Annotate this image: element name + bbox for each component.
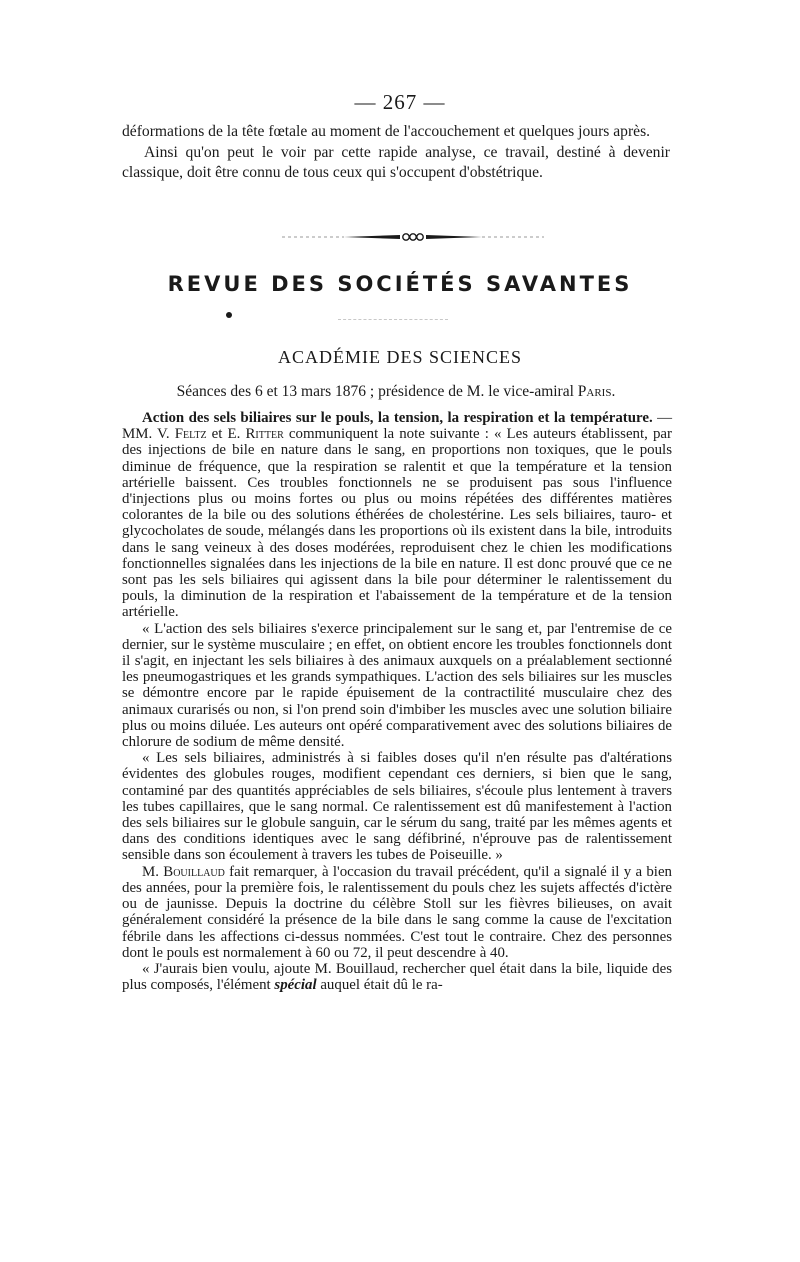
intro-paragraph: Ainsi qu'on peut le voir par cette rapide analyse, ce travail, destiné à devenir classique, doit être connu de tous ceux qui s'occupent d'obstétrique. xyxy=(122,143,670,181)
article-paragraph: Action des sels biliaires sur le pouls, la tension, la respiration et la température. — MM. V. Feltz et E. Ritter communiquent la note suivante : « Les auteurs établissent, par des injections de bile en nature dans le sang, en proportions non toxiques, que le pouls diminue de fréquence, que la respiration se ralentit et que la température et la tension artérielle baissent. Ces troubles fonctionnels ne se produisent pas sous l'influence d'injections plus ou moins fortes ou plus ou moins répétées des différentes matières colorantes de la bile ou des solutions éthérées de cholestérine. Les sels biliaires, tauro- et glycocholates de soude, mélangés dans les proportions où ils existent dans la bile, introduits dans le sang veineux à des doses modérées, reproduisent chez le chien les modifications fonctionnelles signalées dans les injections de la bile en nature. Il est donc prouvé que ce ne sont pas les sels biliaires qui agissent dans la bile pour déterminer le ralentissement du pouls, la diminution de la respiration et l'abaissement de la température et de la tension artérielle. xyxy=(122,410,673,621)
page-number: — 267 — xyxy=(354,90,446,114)
intro-text xyxy=(122,122,670,184)
author-name: Feltz xyxy=(174,426,207,443)
article-paragraph: « L'action des sels biliaires s'exerce principalement sur le sang et, par l'entremise de ce dernier, sur le système musculaire ; en effet, on obtient encore les troubles fonctionnels dont il s'agit, en injectant les sels biliaires à des animaux auxquels on a préalablement sectionné les pneumogastriques et les grands sympathiques. L'action des sels biliaires sur les muscles se démontre encore par le rapide épuisement de la contractilité musculaire chez des animaux curarisés ou non, si l'on prend soin d'imbiber les muscles avec une solution biliaire plus ou moins diluée. Les auteurs ont opéré comparativement avec des solutions biliaires de chlorure de sodium de même densité. xyxy=(122,620,672,751)
president-name: Paris. xyxy=(577,383,616,400)
intro-paragraph: déformations de la tête fœtale au moment de l'accouchement et quelques jours après. xyxy=(122,123,651,140)
bullet-mark xyxy=(226,312,232,318)
academy-heading: ACADÉMIE DES SCIENCES xyxy=(277,347,522,367)
ornamental-divider xyxy=(282,231,544,243)
article-paragraph: « J'aurais bien voulu, ajoute M. Bouillaud, rechercher quel était dans la bile, liquide des plus composés, l'élément spécial auquel était dû le ra- xyxy=(122,960,672,994)
article-paragraph: « Les sels biliaires, administrés à si faibles doses qu'il n'en résulte pas d'altérations évidentes des globules rouges, modifient cependant ces derniers, si bien que le sang, contaminé par des quantités appréciables de sels biliaires, s'écoule plus lentement à travers les tubes capillaires, que le sang normal. Ce ralentissement est dû manifestement à l'action des sels biliaires sur le globule sanguin, car le sérum du sang, traité par les mêmes agents et dans des conditions identiques avec le sang défibriné, n'éprouve pas de ralentissement sensible dans son écoulement à travers les tubes de Poiseuille. » xyxy=(122,750,672,864)
author-name: Bouillaud xyxy=(163,863,225,880)
article-paragraph: M. Bouillaud fait remarquer, à l'occasion du travail précédent, qu'il a signalé il y a bien des années, pour la première fois, le ralentissement du pouls chez les sujets affectés d'ictère ou de jaunisse. Depuis la doctrine du célèbre Stoll sur les fièvres bilieuses, on avait généralement considéré la présence de la bile dans le sang comme la cause de l'excitation fébrile dans les affections ci-dessus nommées. C'est tout le contraire. Chez des personnes dont le pouls est normalement à 60 ou 72, il peut descendre à 40. xyxy=(122,863,673,961)
sessions-text: Séances des 6 et 13 mars 1876 ; présidence de M. le vice-amiral xyxy=(176,383,574,400)
emphasis: spécial xyxy=(274,977,317,994)
article-body xyxy=(122,410,672,993)
article-title: Action des sels biliaires sur le pouls, la tension, la respiration et la température. xyxy=(142,410,653,426)
faint-rule xyxy=(338,319,448,320)
section-title: REVUE DES SOCIÉTÉS SAVANTES xyxy=(167,272,633,296)
sessions-line xyxy=(122,383,670,401)
author-name: Ritter xyxy=(245,426,284,443)
